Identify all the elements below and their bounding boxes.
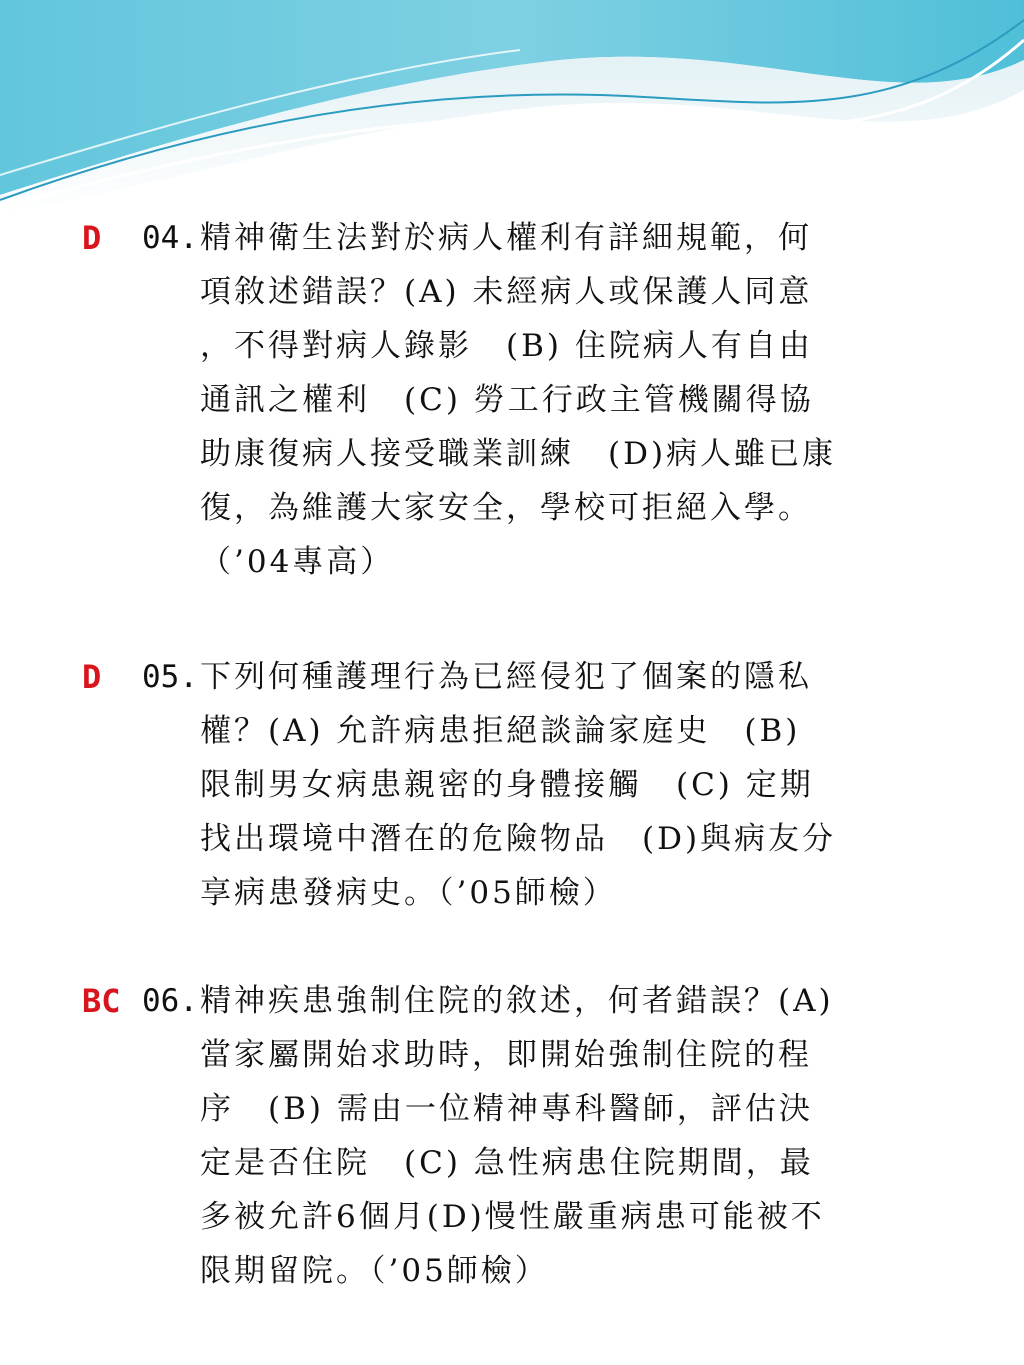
answer-key: D <box>82 219 102 257</box>
question-number: 06. <box>142 983 198 1019</box>
question-number: 05. <box>142 659 198 695</box>
question-line: 享病患發病史。（’05師檢） <box>200 875 617 911</box>
question-text <box>200 211 920 589</box>
question-line: 精神疾患強制住院的敘述，何者錯誤？(A) <box>200 983 834 1019</box>
question-line: （’04專高） <box>200 544 395 580</box>
question-text <box>200 974 920 1298</box>
question-line: 權？(A) 允許病患拒絕談論家庭史 (B) <box>200 713 801 749</box>
question-text <box>200 650 920 920</box>
question-line: 序 (B) 需由一位精神專科醫師，評估決 <box>200 1091 813 1127</box>
answer-key: BC <box>82 982 121 1020</box>
question-line: 限制男女病患親密的身體接觸 (C) 定期 <box>200 767 814 803</box>
header-wave-decoration <box>0 0 1024 240</box>
question-line: 助康復病人接受職業訓練 (D)病人雖已康 <box>200 436 837 472</box>
question-number: 04. <box>142 220 198 256</box>
question-line: 找出環境中潛在的危險物品 (D)與病友分 <box>200 821 837 857</box>
question-line: 下列何種護理行為已經侵犯了個案的隱私 <box>200 659 812 695</box>
question-line: ，不得對病人錄影 (B) 住院病人有自由 <box>200 328 813 364</box>
question-line: 精神衛生法對於病人權利有詳細規範，何 <box>200 220 812 256</box>
question-line: 定是否住院 (C) 急性病患住院期間，最 <box>200 1145 814 1181</box>
question-line: 復，為維護大家安全，學校可拒絕入學。 <box>200 490 812 526</box>
question-line: 項敘述錯誤？(A) 未經病人或保護人同意 <box>200 274 813 310</box>
question-line: 限期留院。（’05師檢） <box>200 1253 549 1289</box>
question-line: 多被允許6個月(D)慢性嚴重病患可能被不 <box>200 1199 825 1235</box>
question-line: 當家屬開始求助時，即開始強制住院的程 <box>200 1037 812 1073</box>
question-line: 通訊之權利 (C) 勞工行政主管機關得協 <box>200 382 814 418</box>
answer-key: D <box>82 658 102 696</box>
